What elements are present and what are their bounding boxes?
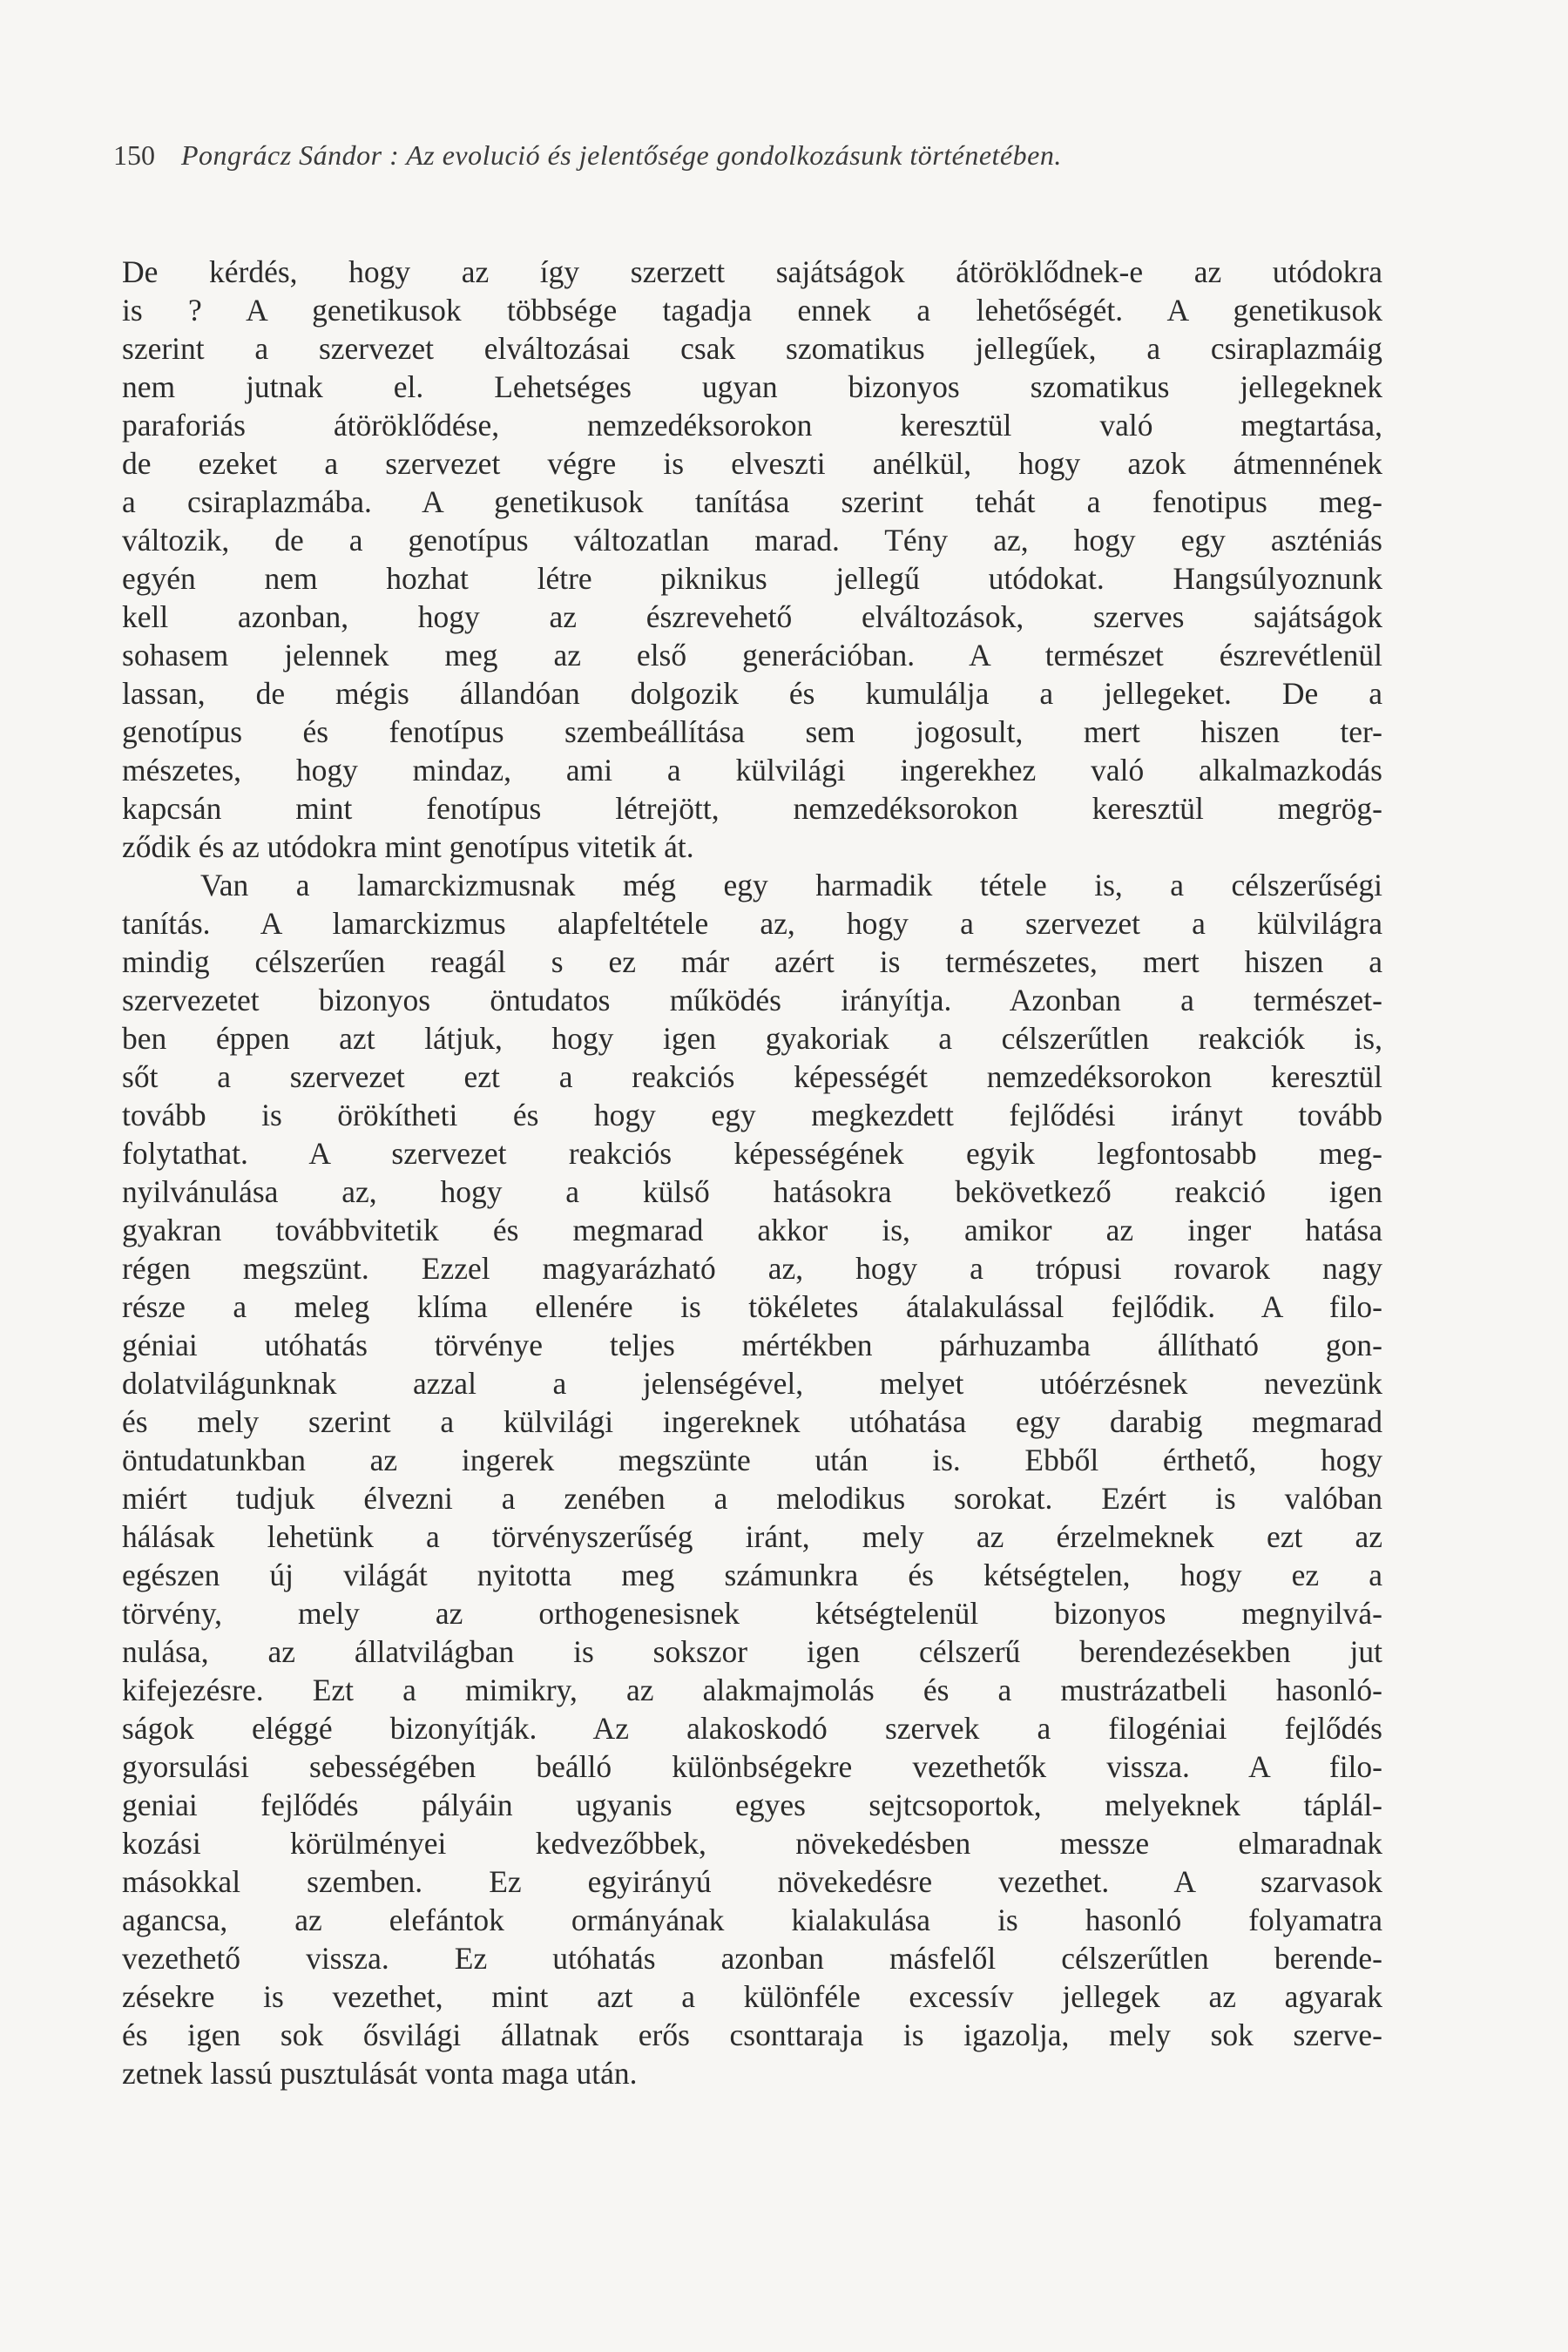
text-line: mészetes, hogy mindaz, ami a külvilági ingerekhez való alkalmazkodás bbox=[122, 753, 1382, 787]
text-line: szerint a szervezet elváltozásai csak szomatikus jellegűek, a csiraplazmáig bbox=[122, 331, 1382, 366]
running-head bbox=[113, 138, 1437, 172]
paragraph-last-line: ződik és az utódokra mint genotípus vitetik át. bbox=[122, 829, 694, 864]
text-line: régen megszünt. Ezzel magyarázható az, hogy a trópusi rovarok nagy bbox=[122, 1251, 1382, 1286]
text-line: dolatvilágunknak azzal a jelenségével, melyet utóérzésnek nevezünk bbox=[122, 1366, 1382, 1401]
text-line: nyilvánulása az, hogy a külső hatásokra bekövetkező reakció igen bbox=[122, 1174, 1382, 1209]
text-line: öntudatunkban az ingerek megszünte után is. Ebből érthető, hogy bbox=[122, 1443, 1382, 1477]
text-line: gyorsulási sebességében beálló különbségekre vezethetők vissza. A filo- bbox=[122, 1749, 1382, 1784]
text-line: ben éppen azt látjuk, hogy igen gyakoriak a célszerűtlen reakciók is, bbox=[122, 1021, 1382, 1056]
text-line: sőt a szervezet ezt a reakciós képességét nemzedéksorokon keresztül bbox=[122, 1059, 1382, 1094]
text-line: kapcsán mint fenotípus létrejött, nemzedéksorokon keresztül megrög- bbox=[122, 791, 1382, 826]
text-line: lassan, de mégis állandóan dolgozik és kumulálja a jellegeket. De a bbox=[122, 676, 1382, 711]
text-line: a csiraplazmába. A genetikusok tanítása szerint tehát a fenotipus meg- bbox=[122, 484, 1382, 519]
text-line: gyakran továbbvitetik és megmarad akkor is, amikor az inger hatása bbox=[122, 1213, 1382, 1247]
text-line: ságok eléggé bizonyítják. Az alakoskodó szervek a filogéniai fejlődés bbox=[122, 1711, 1382, 1746]
text-line: vezethető vissza. Ez utóhatás azonban másfelől célszerűtlen berende- bbox=[122, 1941, 1382, 1976]
text-line: genotípus és fenotípus szembeállítása sem jogosult, mert hiszen ter- bbox=[122, 714, 1382, 749]
text-line: géniai utóhatás törvénye teljes mértékben párhuzamba állítható gon- bbox=[122, 1328, 1382, 1362]
text-line: kifejezésre. Ezt a mimikry, az alakmajmolás és a mustrázatbeli hasonló- bbox=[122, 1673, 1382, 1707]
text-line: is ? A genetikusok többsége tagadja ennek a lehetőségét. A genetikusok bbox=[122, 293, 1382, 328]
running-title: Pongrácz Sándor : Az evolució és jelentősége gondolkozásunk történetében. bbox=[181, 139, 1062, 171]
text-line: másokkal szemben. Ez egyirányú növekedésre vezethet. A szarvasok bbox=[122, 1864, 1382, 1899]
text-line: kell azonban, hogy az észrevehető elváltozások, szerves sajátságok bbox=[122, 599, 1382, 634]
text-line: paraforiás átöröklődése, nemzedéksorokon keresztül való megtartása, bbox=[122, 408, 1382, 443]
text-line: nem jutnak el. Lehetséges ugyan bizonyos szomatikus jellegeknek bbox=[122, 369, 1382, 404]
text-line: geniai fejlődés pályáin ugyanis egyes sejtcsoportok, melyeknek táplál- bbox=[122, 1788, 1382, 1822]
text-line: része a meleg klíma ellenére is tökéletes átalakulással fejlődik. A filo- bbox=[122, 1289, 1382, 1324]
text-line: tovább is örökítheti és hogy egy megkezdett fejlődési irányt tovább bbox=[122, 1098, 1382, 1132]
text-line: és igen sok ősvilági állatnak erős csonttaraja is igazolja, mely sok szerve- bbox=[122, 2017, 1382, 2052]
text-line: tanítás. A lamarckizmus alapfeltétele az, hogy a szervezet a külvilágra bbox=[122, 906, 1382, 941]
text-line: sohasem jelennek meg az első generációban. A természet észrevétlenül bbox=[122, 638, 1382, 672]
body-text bbox=[122, 253, 1382, 2092]
text-line: és mely szerint a külvilági ingereknek utóhatása egy darabig megmarad bbox=[122, 1404, 1382, 1439]
text-line: folytathat. A szervezet reakciós képességének egyik legfontosabb meg- bbox=[122, 1136, 1382, 1171]
text-line: agancsa, az elefántok ormányának kialakulása is hasonló folyamatra bbox=[122, 1903, 1382, 1937]
paragraph-first-line: Van a lamarckizmusnak még egy harmadik tétele is, a célszerűségi bbox=[200, 868, 1382, 902]
text-line: miért tudjuk élvezni a zenében a melodikus sorokat. Ezért is valóban bbox=[122, 1481, 1382, 1516]
text-line: egészen új világát nyitotta meg számunkra és kétségtelen, hogy ez a bbox=[122, 1558, 1382, 1592]
page-number: 150 bbox=[113, 139, 155, 171]
text-line: egyén nem hozhat létre piknikus jellegű utódokat. Hangsúlyoznunk bbox=[122, 561, 1382, 596]
paragraph-last-line: zetnek lassú pusztulását vonta maga után. bbox=[122, 2056, 638, 2091]
text-line: mindig célszerűen reagál s ez már azért is természetes, mert hiszen a bbox=[122, 944, 1382, 979]
text-line: de ezeket a szervezet végre is elveszti anélkül, hogy azok átmennének bbox=[122, 446, 1382, 481]
text-line: változik, de a genotípus változatlan marad. Tény az, hogy egy aszténiás bbox=[122, 523, 1382, 558]
text-line: szervezetet bizonyos öntudatos működés irányítja. Azonban a természet- bbox=[122, 983, 1382, 1017]
text-line: nulása, az állatvilágban is sokszor igen célszerű berendezésekben jut bbox=[122, 1634, 1382, 1669]
text-line: törvény, mely az orthogenesisnek kétségtelenül bizonyos megnyilvá- bbox=[122, 1596, 1382, 1631]
text-line: kozási körülményei kedvezőbbek, növekedésben messze elmaradnak bbox=[122, 1826, 1382, 1861]
text-line: hálásak lehetünk a törvényszerűség iránt, mely az érzelmeknek ezt az bbox=[122, 1519, 1382, 1554]
text-line: De kérdés, hogy az így szerzett sajátságok átöröklődnek-e az utódokra bbox=[122, 254, 1382, 289]
text-line: zésekre is vezethet, mint azt a különféle excessív jellegek az agyarak bbox=[122, 1979, 1382, 2014]
